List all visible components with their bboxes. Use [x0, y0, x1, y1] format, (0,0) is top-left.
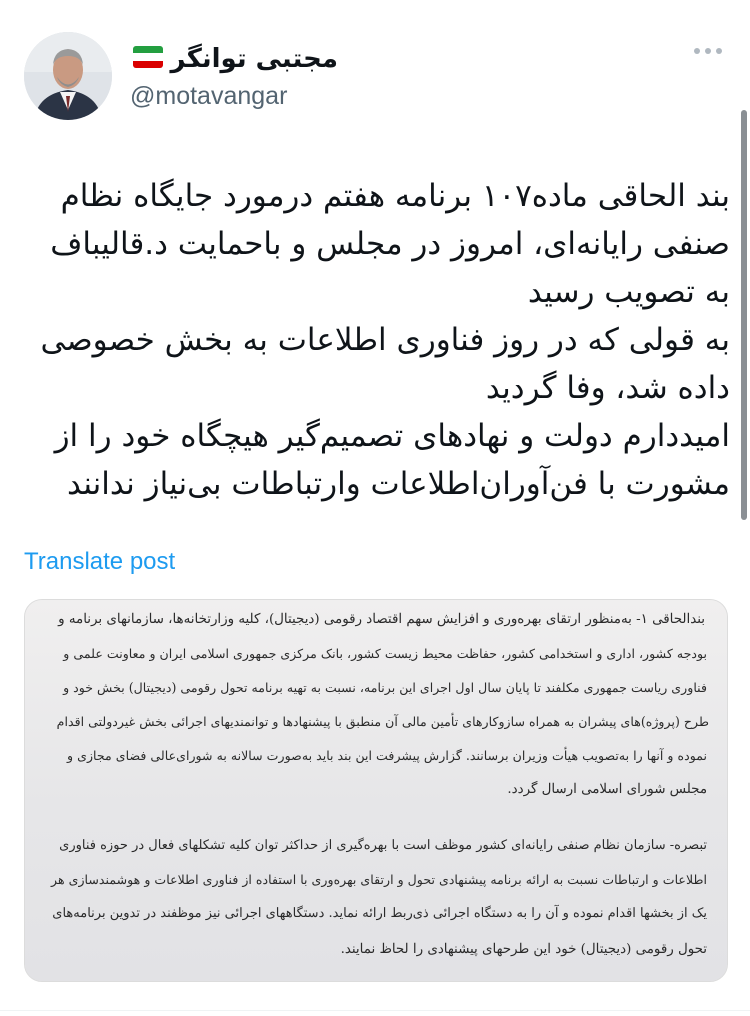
tweet-text — [24, 172, 730, 508]
document-line: تبصره- سازمان نظام صنفی رایانه‌ای کشور موظف است با بهره‌گیری از حداکثر توان کلیه تشکلهای فعال در حوزه فناوری — [59, 838, 707, 853]
tweet-line: داده شد، وفا گردید — [485, 370, 730, 406]
author-avatar[interactable] — [24, 32, 112, 120]
scrollbar[interactable] — [741, 110, 747, 520]
document-line: یک از بخشها اقدام نموده و آن را به دستگاه اجرائی ذی‌ربط ارائه نماید. دستگاههای اجرائی نیز موظفند در تدوین برنامه‌های — [52, 906, 707, 921]
avatar-portrait — [24, 32, 112, 120]
display-name[interactable]: مجتبی توانگر — [170, 44, 338, 74]
divider — [0, 1010, 750, 1011]
document-line: بندالحاقی ۱- به‌منظور ارتقای بهره‌وری و افزایش سهم اقتصاد رقومی (دیجیتال)، کلیه وزارتخانه‌ها، سازمانهای برنامه و — [58, 612, 705, 627]
document-line: اطلاعات و ارتباطات نسبت به ارائه برنامه پیشنهادی تحول و ارتقای بهره‌وری با استفاده از فناوری اطلاعات و هوشمندسازی هر — [51, 872, 707, 887]
more-options-icon[interactable] — [694, 48, 722, 54]
document-line: نموده و آنها را به‌تصویب هیأت وزیران برسانند. گزارش پیشرفت این بند باید به‌صورت سالانه به شورای‌عالی فضای مجازی و — [67, 748, 707, 763]
tweet-line: مشورت با فن‌آوران‌اطلاعات وارتباطات بی‌نیاز ندانند — [67, 466, 730, 502]
document-line: تحول رقومی (دیجیتال) خود این طرحهای پیشنهادی را لحاظ نمایند. — [340, 942, 707, 957]
author-handle[interactable]: @motavangar — [130, 82, 288, 110]
iran-flag-icon — [133, 46, 163, 68]
tweet-line: بند الحاقی ماده۱۰۷ برنامه هفتم درمورد جایگاه نظام — [60, 178, 730, 214]
document-photo — [25, 600, 727, 981]
tweet-line: صنفی رایانه‌ای، امروز در مجلس و باحمایت د.قالیباف — [50, 226, 730, 262]
document-line: مجلس شورای اسلامی ارسال گردد. — [507, 782, 707, 797]
document-line: فناوری ریاست جمهوری مکلفند تا پایان سال اول اجرای این برنامه، نسبت به تهیه برنامه تحول رقومی (دیجیتال) بخش خود و — [63, 680, 707, 695]
tweet-line: امیددارم دولت و نهادهای تصمیم‌گیر هیچگاه خود را از — [54, 418, 730, 454]
document-line: بودجه کشور، اداری و استخدامی کشور، حفاظت محیط زیست کشور، بانک مرکزی جمهوری اسلامی ایران و معاونت علمی و — [63, 646, 707, 661]
tweet-line: به قولی که در روز فناوری اطلاعات به بخش خصوصی — [40, 322, 730, 358]
document-line: طرح (پروژه)های پیشران به همراه سازوکارهای تأمین مالی آن منطبق با پیشنهادها و توانمندیهای اجرائی بخش غیردولتی اقدام — [56, 714, 709, 729]
tweet-line: به تصویب رسید — [527, 274, 730, 310]
translate-post-link[interactable]: Translate post — [24, 548, 176, 575]
attached-image[interactable] — [24, 599, 728, 982]
